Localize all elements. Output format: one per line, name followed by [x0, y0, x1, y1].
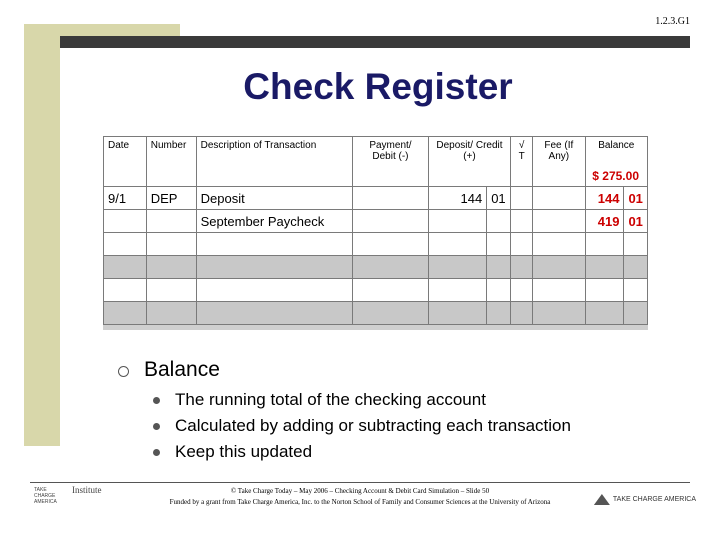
row-balance-dollars: 144 — [585, 187, 624, 210]
header-fee: Fee (If Any) — [533, 137, 586, 187]
row-fee — [533, 187, 586, 210]
header-check: √ T — [511, 137, 533, 187]
row-number — [146, 210, 196, 233]
header-balance — [585, 137, 647, 187]
top-accent-bar — [24, 24, 180, 36]
slide-id: 1.2.3.G1 — [655, 16, 690, 27]
header-description: Description of Transaction — [196, 137, 353, 187]
institute-logo-text: TAKE CHARGE AMERICA — [34, 487, 57, 505]
table-row-empty — [104, 256, 648, 279]
mountain-logo-icon — [594, 494, 610, 505]
filled-circle-bullet-icon — [153, 449, 160, 456]
starting-balance: $ 275.00 — [592, 169, 639, 183]
row-number: DEP — [146, 187, 196, 210]
sub-bullet-text: Calculated by adding or subtracting each transaction — [175, 416, 571, 435]
footer-line-1: © Take Charge Today – May 2006 – Checking Account & Debit Card Simulation – Slide 50 — [230, 487, 490, 495]
table-row — [104, 187, 648, 210]
header-deposit: Deposit/ Credit (+) — [428, 137, 510, 187]
row-balance-cents: 01 — [624, 187, 648, 210]
header-rule — [60, 36, 690, 48]
table-row — [104, 210, 648, 233]
filled-circle-bullet-icon — [153, 423, 160, 430]
row-payment — [353, 210, 429, 233]
row-description: Deposit — [196, 187, 353, 210]
sub-bullet-text: The running total of the checking account — [175, 390, 486, 409]
table-row-empty — [104, 279, 648, 302]
row-deposit-cents — [487, 210, 511, 233]
row-check — [511, 210, 533, 233]
row-payment — [353, 187, 429, 210]
row-balance-cents: 01 — [624, 210, 648, 233]
slide-title: Check Register — [243, 66, 513, 107]
footer-line-2: Funded by a grant from Take Charge America, Inc. to the Norton School of Family and Consumer Sciences at the University of Arizona — [169, 498, 551, 506]
institute-logo-label: Institute — [72, 485, 102, 495]
bullet-heading: Balance — [144, 358, 220, 381]
row-deposit-dollars — [428, 210, 486, 233]
footer-rule — [30, 482, 690, 483]
row-date: 9/1 — [104, 187, 147, 210]
table-row-empty — [104, 233, 648, 256]
header-date: Date — [104, 137, 147, 187]
take-charge-america-logo — [594, 494, 696, 505]
register-header-row — [104, 137, 648, 187]
row-deposit-dollars: 144 — [428, 187, 486, 210]
right-logo-text: TAKE CHARGE AMERICA — [612, 496, 696, 503]
row-date — [104, 210, 147, 233]
row-balance-dollars: 419 — [585, 210, 624, 233]
row-fee — [533, 210, 586, 233]
row-deposit-cents: 01 — [487, 187, 511, 210]
filled-circle-bullet-icon — [153, 397, 160, 404]
row-check — [511, 187, 533, 210]
check-register — [103, 136, 648, 330]
sub-bullet-text: Keep this updated — [175, 442, 313, 461]
header-payment: Payment/ Debit (-) — [353, 137, 429, 187]
row-description: September Paycheck — [196, 210, 353, 233]
table-row-empty — [104, 302, 648, 325]
hollow-circle-bullet-icon — [118, 366, 129, 377]
register-table — [103, 136, 648, 325]
header-number: Number — [146, 137, 196, 187]
header-balance-label: Balance — [598, 140, 635, 151]
